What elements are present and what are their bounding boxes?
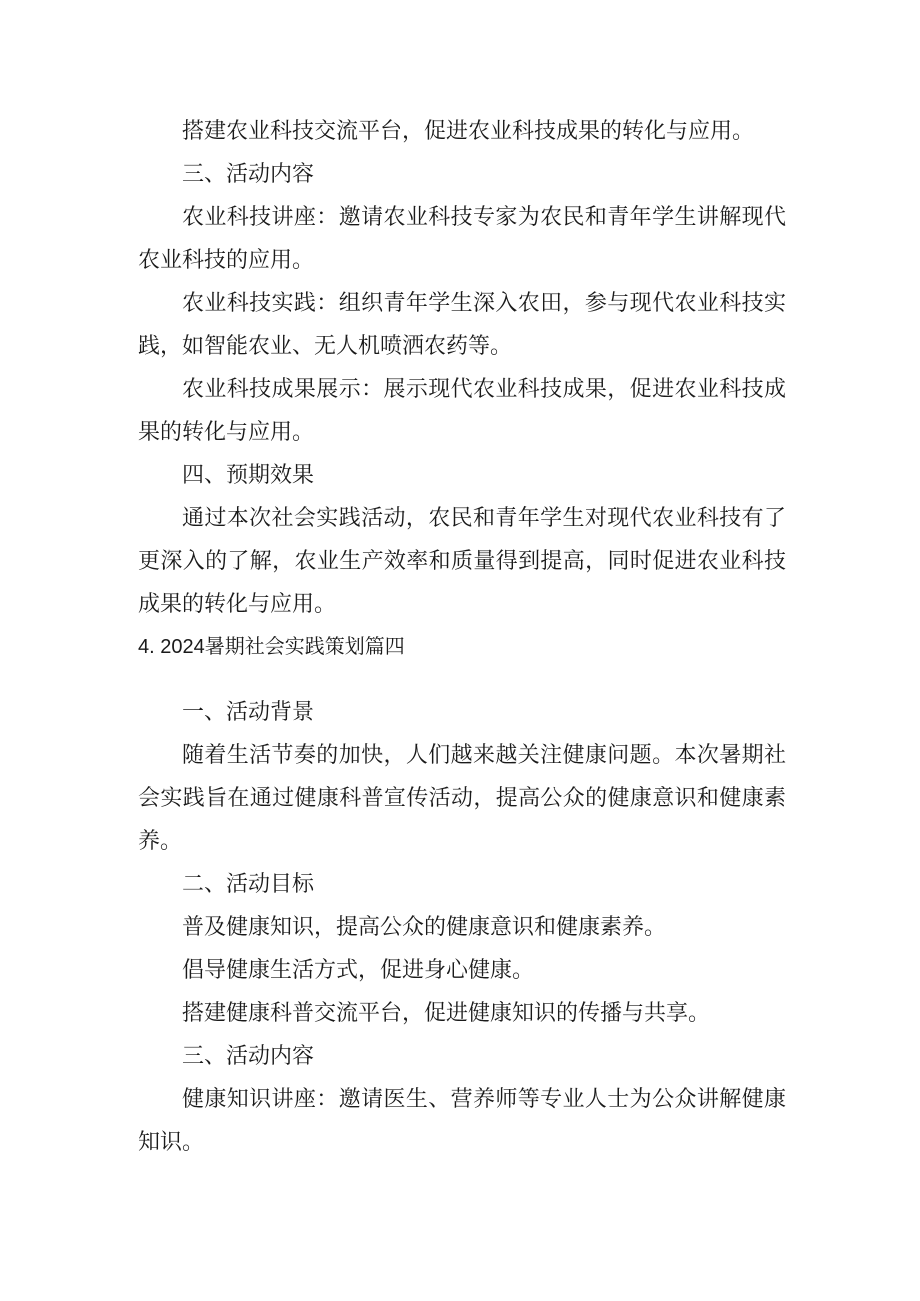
section-title: 4. 2024暑期社会实践策划篇四	[138, 636, 405, 658]
paragraph: 农业科技实践：组织青年学生深入农田，参与现代农业科技实践，如智能农业、无人机喷洒农药等。	[138, 291, 786, 359]
paragraph: 通过本次社会实践活动，农民和青年学生对现代农业科技有了更深入的了解，农业生产效率和质量得到提高，同时促进农业科技成果的转化与应用。	[138, 506, 786, 617]
document-body	[138, 110, 786, 1164]
paragraph: 普及健康知识，提高公众的健康意识和健康素养。	[182, 915, 667, 940]
paragraph: 搭建健康科普交流平台，促进健康知识的传播与共享。	[182, 1001, 711, 1026]
heading-activity-content: 三、活动内容	[182, 1044, 315, 1069]
paragraph: 农业科技成果展示：展示现代农业科技成果，促进农业科技成果的转化与应用。	[138, 377, 786, 445]
heading-activity-content: 三、活动内容	[182, 162, 315, 187]
paragraph: 倡导健康生活方式，促进身心健康。	[182, 958, 535, 983]
paragraph: 搭建农业科技交流平台，促进农业科技成果的转化与应用。	[182, 119, 755, 144]
paragraph: 健康知识讲座：邀请医生、营养师等专业人士为公众讲解健康知识。	[138, 1087, 786, 1155]
heading-activity-goals: 二、活动目标	[182, 872, 315, 897]
section-spacer	[138, 669, 786, 691]
paragraph: 随着生活节奏的加快，人们越来越关注健康问题。本次暑期社会实践旨在通过健康科普宣传活动，提高公众的健康意识和健康素养。	[138, 743, 786, 854]
paragraph: 农业科技讲座：邀请农业科技专家为农民和青年学生讲解现代农业科技的应用。	[138, 205, 786, 273]
heading-expected-effect: 四、预期效果	[182, 463, 315, 488]
heading-activity-background: 一、活动背景	[182, 700, 315, 725]
